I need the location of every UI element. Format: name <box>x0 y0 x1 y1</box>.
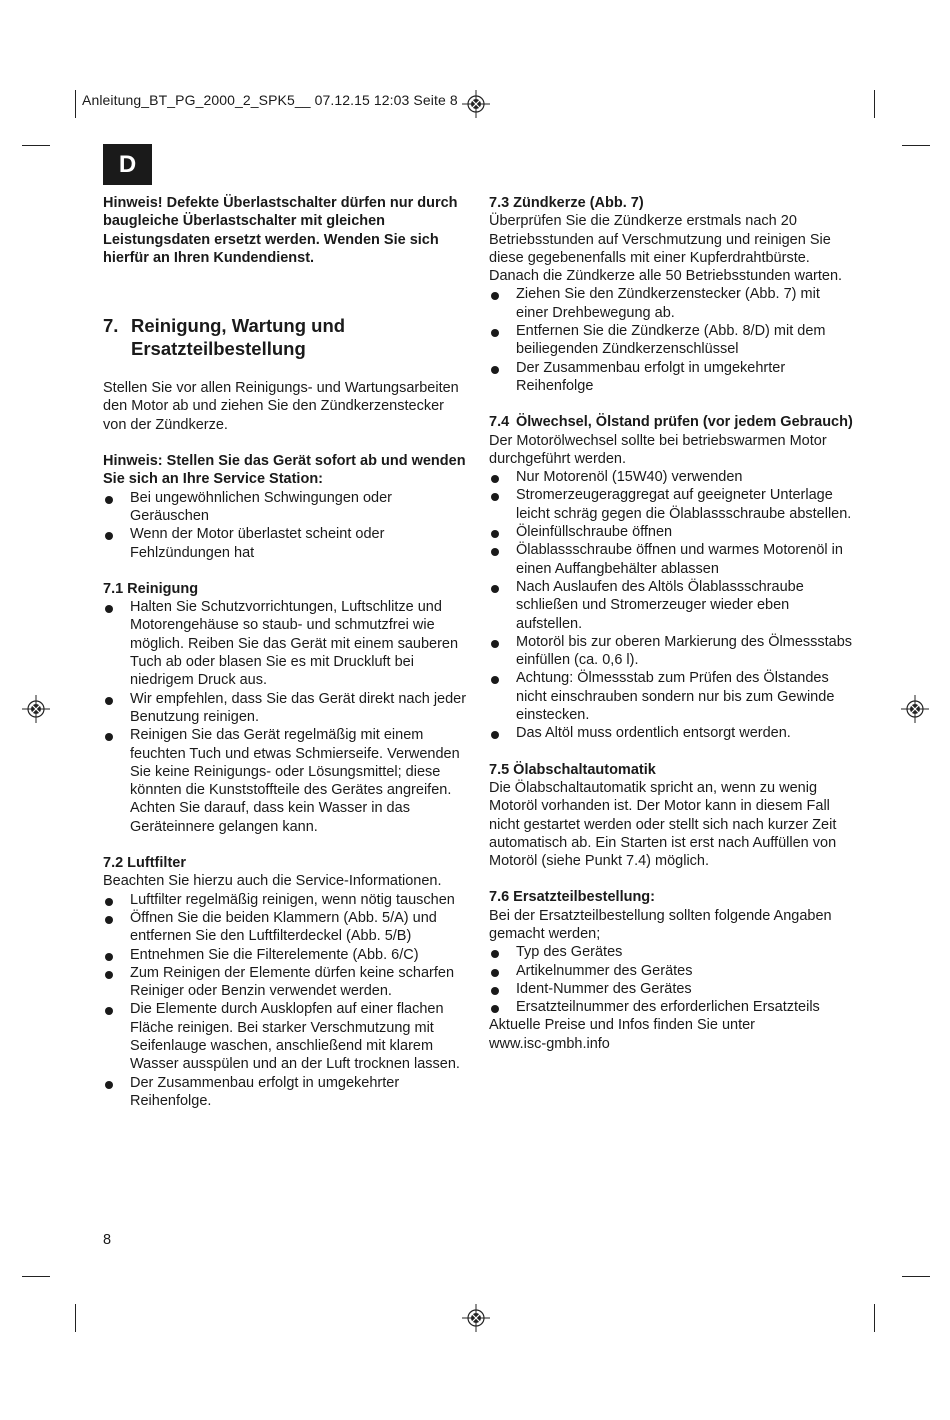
spare-parts-list <box>489 943 854 1016</box>
crop-mark <box>874 1304 875 1332</box>
list-item: Öleinfüllschraube öffnen <box>489 523 854 541</box>
page-number: 8 <box>103 1232 112 1248</box>
registration-mark-left-icon <box>22 695 50 723</box>
list-item: Bei ungewöhnlichen Schwingungen oder Geräuschen <box>103 489 468 526</box>
list-item: Artikelnummer des Gerätes <box>489 962 854 980</box>
crop-mark <box>902 145 930 146</box>
spare-parts-outro: Aktuelle Preise und Infos finden Sie unter www.isc-gmbh.info <box>489 1017 755 1052</box>
overload-note: Hinweis! Defekte Überlastschalter dürfen nur durch baugleiche Überlastschalter mit gleichen Leistungsdaten ersetzt werden. Wenden Sie sich hierfür an Ihren Kundendienst. <box>103 195 458 266</box>
section-7-1-heading: 7.1 Reinigung <box>103 580 199 597</box>
list-item: Ziehen Sie den Zündkerzenstecker (Abb. 7) mit einer Drehbewegung ab. <box>489 285 854 322</box>
list-item: Nur Motorenöl (15W40) verwenden <box>489 468 854 486</box>
list-item: Zum Reinigen der Elemente dürfen keine scharfen Reiniger oder Benzin verwendet werden. <box>103 964 468 1001</box>
section-7-4-title: Ölwechsel, Ölstand prüfen (vor jedem Gebrauch) <box>516 414 853 431</box>
air-filter-list <box>103 891 468 1111</box>
list-item: Das Altöl muss ordentlich entsorgt werden. <box>489 724 854 742</box>
print-slug: Anleitung_BT_PG_2000_2_SPK5__ 07.12.15 12:03 Seite 8 <box>82 92 458 108</box>
service-list <box>103 489 468 562</box>
list-item: Ident-Nummer des Gerätes <box>489 980 854 998</box>
list-item: Ersatzteilnummer des erforderlichen Ersatzteils <box>489 998 854 1016</box>
section-7-3-heading: 7.3 Zündkerze (Abb. 7) <box>489 195 644 211</box>
section-7-6-heading: 7.6 Ersatzteilbestellung: <box>489 889 655 906</box>
list-item: Öffnen Sie die beiden Klammern (Abb. 5/A) und entfernen Sie den Luftfilterdeckel (Abb. 5/B) <box>103 909 468 946</box>
maintenance-intro: Stellen Sie vor allen Reinigungs- und Wartungsarbeiten den Motor ab und ziehen Sie den Zündkerzenstecker von der Zündkerze. <box>103 380 459 433</box>
list-item: Entfernen Sie die Zündkerze (Abb. 8/D) mit dem beiliegenden Zündkerzenschlüssel <box>489 322 854 359</box>
section-7-4-number: 7.4 <box>489 414 510 431</box>
crop-mark <box>902 1276 930 1277</box>
section-7-number: 7. <box>103 315 119 337</box>
spark-plug-list <box>489 285 854 395</box>
oil-change-list <box>489 468 854 742</box>
list-item: Reinigen Sie das Gerät regelmäßig mit einem feuchten Tuch und etwas Schmierseife. Verwenden Sie keine Reinigungs- oder Lösungsmittel; diese könnten die Kunststoffteile des Gerätes angreifen. Achten Sie darauf, dass kein Wasser in das Geräteinnere gelangen kann. <box>103 726 468 836</box>
spark-plug-intro: Überprüfen Sie die Zündkerze erstmals nach 20 Betriebsstunden auf Verschmutzung und reinigen Sie diese gegebenenfalls mit einer Kupferdrahtbürste. Danach die Zündkerze alle 50 Betriebsstunden warten. <box>489 213 843 285</box>
crop-mark <box>75 1304 76 1332</box>
crop-mark <box>22 145 50 146</box>
spare-parts-intro: Bei der Ersatzteilbestellung sollten folgende Angaben gemacht werden; <box>489 907 832 942</box>
air-filter-intro: Beachten Sie hierzu auch die Service-Informationen. <box>103 873 442 890</box>
section-7-title: Reinigung, Wartung und Ersatzteilbestellung <box>131 315 346 360</box>
section-7-5-heading: 7.5 Ölabschaltautomatik <box>489 761 656 778</box>
list-item: Wenn der Motor überlastet scheint oder Fehlzündungen hat <box>103 525 468 562</box>
section-7-2-heading: 7.2 Luftfilter <box>103 855 186 872</box>
list-item: Der Zusammenbau erfolgt in umgekehrter Reihenfolge <box>489 359 854 396</box>
right-column <box>489 194 854 1053</box>
list-item: Motoröl bis zur oberen Markierung des Ölmessstabs einfüllen (ca. 0,6 l). <box>489 633 854 670</box>
list-item: Ölablassschraube öffnen und warmes Motorenöl in einen Auffangbehälter ablassen <box>489 541 854 578</box>
list-item: Halten Sie Schutzvorrichtungen, Luftschlitze und Motorengehäuse so staub- und schmutzfrei wie möglich. Reiben Sie das Gerät mit einem sauberen Tuch ab oder blasen Sie es mit Druckluft bei niedrigem Druck aus. <box>103 598 468 689</box>
cleaning-list <box>103 598 468 836</box>
crop-mark <box>22 1276 50 1277</box>
list-item: Typ des Gerätes <box>489 943 854 961</box>
language-tab: D <box>103 144 152 185</box>
list-item: Achtung: Ölmessstab zum Prüfen des Ölstandes nicht einschrauben sondern nur bis zum Gewinde einstecken. <box>489 669 854 724</box>
list-item: Die Elemente durch Ausklopfen auf einer flachen Fläche reinigen. Bei starker Verschmutzung mit Seifenlauge waschen, anschließend mit klarem Wasser ausspülen und an der Luft trocknen lassen. <box>103 1000 468 1073</box>
list-item: Der Zusammenbau erfolgt in umgekehrter Reihenfolge. <box>103 1074 468 1111</box>
section-7-4-heading <box>489 413 854 431</box>
section-7-heading <box>103 314 468 360</box>
list-item: Luftfilter regelmäßig reinigen, wenn nötig tauschen <box>103 891 468 909</box>
registration-mark-bottom-icon <box>462 1304 490 1332</box>
oil-change-intro: Der Motorölwechsel sollte bei betriebswarmen Motor durchgeführt werden. <box>489 432 827 467</box>
registration-mark-top-icon <box>462 90 490 118</box>
service-note: Hinweis: Stellen Sie das Gerät sofort ab und wenden Sie sich an Ihre Service Station: <box>103 453 466 488</box>
left-column <box>103 194 468 1110</box>
registration-mark-right-icon <box>901 695 929 723</box>
list-item: Wir empfehlen, dass Sie das Gerät direkt nach jeder Benutzung reinigen. <box>103 690 468 727</box>
list-item: Nach Auslaufen des Altöls Ölablassschraube schließen und Stromerzeuger wieder eben aufstellen. <box>489 578 854 633</box>
oil-shutoff-text: Die Ölabschaltautomatik spricht an, wenn zu wenig Motoröl vorhanden ist. Der Motor kann in diesem Fall nicht gestartet werden oder stellt sich nach kurzer Zeit automatisch ab. Ein Starten ist erst nach Auffüllen von Motoröl (siehe Punkt 7.4) möglich. <box>489 779 837 870</box>
crop-mark <box>874 90 875 118</box>
list-item: Stromerzeugeraggregat auf geeigneter Unterlage leicht schräg gegen die Ölablassschraube abstellen. <box>489 486 854 523</box>
list-item: Entnehmen Sie die Filterelemente (Abb. 6/C) <box>103 946 468 964</box>
crop-mark <box>75 90 76 118</box>
